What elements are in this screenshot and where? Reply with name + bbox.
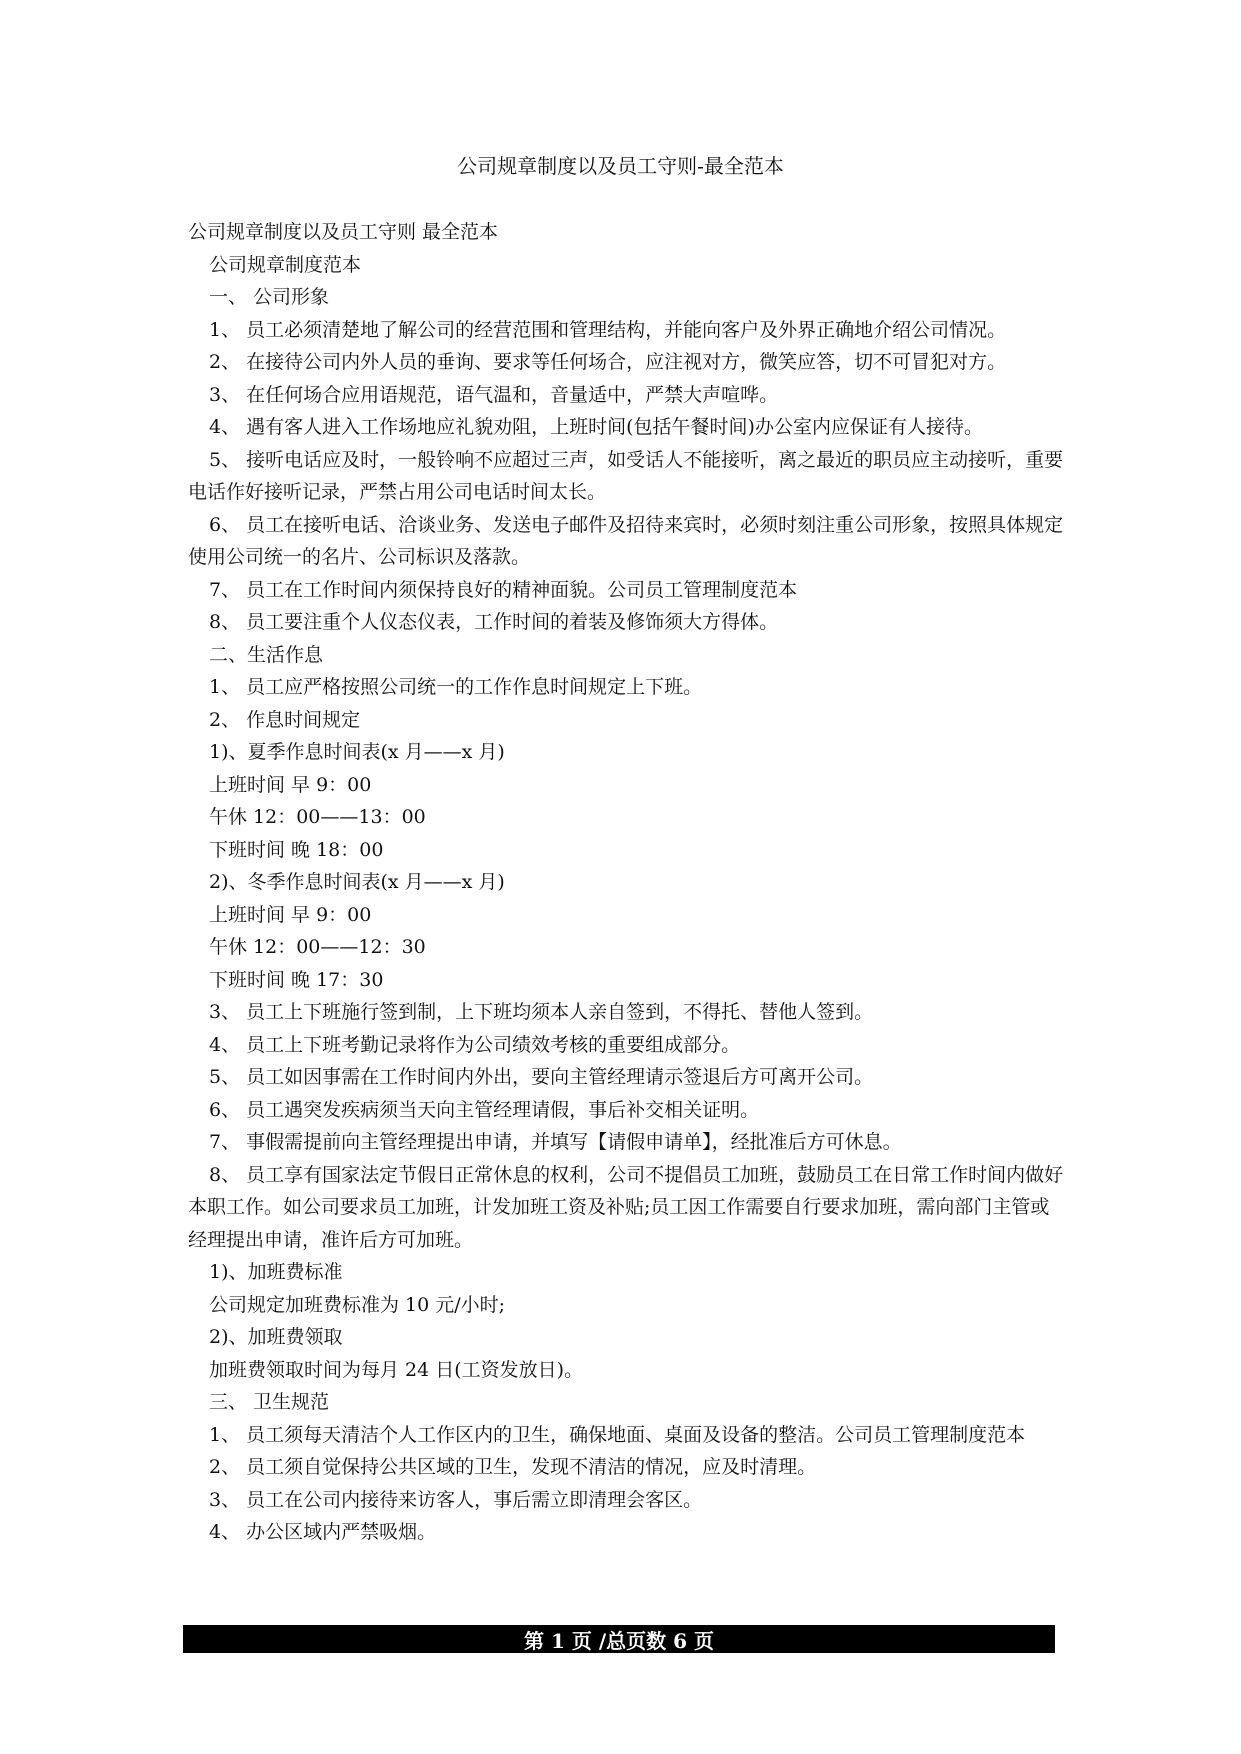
paragraph: 午休 12：00——12：30 (209, 936, 426, 958)
paragraph: 4、 员工上下班考勤记录将作为公司绩效考核的重要组成部分。 (209, 1033, 741, 1056)
paragraph: 1、 员工必须清楚地了解公司的经营范围和管理结构，并能向客户及外界正确地介绍公司情况。 (209, 318, 1007, 341)
paragraph: 2、 作息时间规定 (209, 708, 361, 731)
paragraph: 2)、加班费领取 (209, 1326, 343, 1348)
paragraph: 5、 员工如因事需在工作时间内外出，要向主管经理请示签退后方可离开公司。 (209, 1066, 874, 1088)
paragraph: 二、生活作息 (209, 643, 324, 666)
paragraph: 8、 员工要注重个人仪态仪表，工作时间的着装及修饰须大方得体。 (209, 611, 779, 633)
paragraph: 3、 员工在公司内接待来访客人，事后需立即清理会客区。 (209, 1488, 703, 1511)
paragraph: 2)、冬季作息时间表(x 月——x 月) (209, 871, 505, 893)
paragraph: 上班时间 早 9：00 (209, 903, 372, 926)
paragraph: 7、 员工在工作时间内须保持良好的精神面貌。公司员工管理制度范本 (209, 578, 798, 601)
page-number-label: 第 1 页 /总页数 6 页 (524, 1628, 714, 1653)
paragraph: 1、 员工须每天清洁个人工作区内的卫生，确保地面、桌面及设备的整洁。公司员工管理制度范本 (209, 1423, 1026, 1446)
paragraph: 午休 12：00——13：00 (209, 806, 426, 828)
paragraph: 2、 员工须自觉保持公共区域的卫生，发现不清洁的情况，应及时清理。 (209, 1456, 817, 1478)
paragraph: 上班时间 早 9：00 (209, 773, 372, 796)
paragraph: 下班时间 晚 18：00 (209, 838, 384, 861)
paragraph: 公司规定加班费标准为 10 元/小时; (209, 1293, 506, 1316)
paragraph: 2、 在接待公司内外人员的垂询、要求等任何场合，应注视对方，微笑应答，切不可冒犯对方。 (209, 351, 1007, 373)
document-body (188, 216, 1068, 1549)
document-title: 公司规章制度以及员工守则-最全范本 (457, 154, 784, 178)
paragraph: 4、 遇有客人进入工作场地应礼貌劝阻，上班时间(包括午餐时间)办公室内应保证有人接待。 (209, 416, 983, 438)
paragraph: 1、 员工应严格按照公司统一的工作作息时间规定上下班。 (209, 676, 703, 698)
paragraph: 下班时间 晚 17：30 (209, 968, 384, 991)
paragraph: 3、 在任何场合应用语规范，语气温和，音量适中，严禁大声喧哗。 (209, 383, 779, 406)
page-footer (183, 1625, 1055, 1653)
paragraph: 3、 员工上下班施行签到制，上下班均须本人亲自签到，不得托、替他人签到。 (209, 1001, 874, 1023)
paragraph: 8、 员工享有国家法定节假日正常休息的权利，公司不提倡员工加班，鼓励员工在日常工作时间内做好本职工作。如公司要求员工加班，计发加班工资及补贴;员工因工作需要自行要求加班，需向部门主管或经理提出申请，准许后方可加班。 (188, 1163, 1064, 1251)
paragraph: 公司规章制度以及员工守则 最全范本 (188, 221, 499, 243)
paragraph: 一、 公司形象 (209, 286, 330, 308)
paragraph: 5、 接听电话应及时，一般铃响不应超过三声，如受话人不能接听，离之最近的职员应主动接听，重要电话作好接听记录，严禁占用公司电话时间太长。 (188, 448, 1064, 503)
paragraph: 加班费领取时间为每月 24 日(工资发放日)。 (209, 1358, 584, 1381)
paragraph: 公司规章制度范本 (209, 253, 362, 276)
paragraph: 三、 卫生规范 (209, 1391, 330, 1413)
paragraph: 6、 员工遇突发疾病须当天向主管经理请假，事后补交相关证明。 (209, 1098, 760, 1121)
paragraph: 1)、加班费标准 (209, 1261, 343, 1283)
paragraph: 4、 办公区域内严禁吸烟。 (209, 1521, 437, 1543)
paragraph: 7、 事假需提前向主管经理提出申请，并填写【请假申请单】，经批准后方可休息。 (209, 1131, 902, 1153)
paragraph: 1)、夏季作息时间表(x 月——x 月) (209, 741, 505, 763)
paragraph: 6、 员工在接听电话、洽谈业务、发送电子邮件及招待来宾时，必须时刻注重公司形象，按照具体规定使用公司统一的名片、公司标识及落款。 (188, 513, 1064, 568)
